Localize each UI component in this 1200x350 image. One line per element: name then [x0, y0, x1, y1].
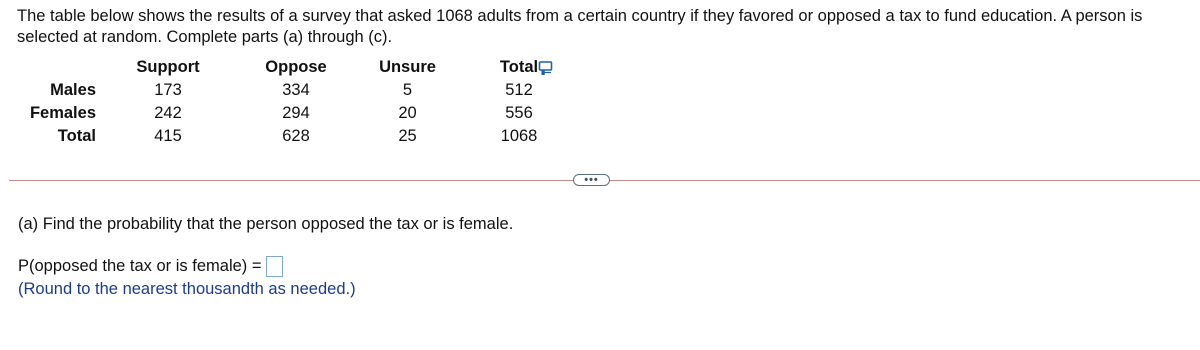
table-cell: 5 — [402, 81, 413, 99]
table-cell: 294 — [282, 104, 310, 122]
table-cell: 415 — [154, 127, 182, 145]
table-header-cell: Oppose — [265, 58, 327, 76]
table-header-cell: Unsure — [379, 58, 436, 76]
table-cell: 25 — [398, 127, 417, 145]
table-cell: 1068 — [500, 127, 538, 145]
table-cell: 628 — [282, 127, 310, 145]
row-label: Total — [57, 127, 96, 145]
rounding-hint: (Round to the nearest thousandth as needed.) — [18, 280, 356, 298]
table-header-row — [22, 56, 575, 79]
table-row — [22, 102, 575, 125]
copy-icon[interactable] — [538, 60, 554, 76]
table-cell: 556 — [505, 104, 533, 122]
table-row — [22, 79, 575, 102]
problem-statement: The table below shows the results of a survey that asked 1068 adults from a certain country if they favored or opposed a tax to fund education. A person is selected at random. Complete parts (a) through (c). — [17, 7, 1143, 46]
table-header-cell: Total — [499, 58, 539, 76]
answer-label: P(opposed the tax or is female) = — [18, 257, 262, 275]
row-label: Males — [50, 81, 96, 99]
table-cell: 512 — [505, 81, 533, 99]
answer-input[interactable] — [266, 256, 283, 277]
table-row — [22, 125, 575, 148]
row-label: Females — [29, 104, 96, 122]
table-header-cell — [22, 56, 96, 79]
table-cell: 173 — [154, 81, 182, 99]
table-header-cell: Support — [136, 58, 200, 76]
survey-table — [22, 56, 575, 148]
answer-line — [18, 256, 283, 277]
more-button[interactable]: ••• — [573, 174, 610, 186]
question-a: (a) Find the probability that the person opposed the tax or is female. — [18, 215, 514, 233]
table-cell: 242 — [154, 104, 182, 122]
table-cell: 334 — [282, 81, 310, 99]
table-cell: 20 — [398, 104, 417, 122]
